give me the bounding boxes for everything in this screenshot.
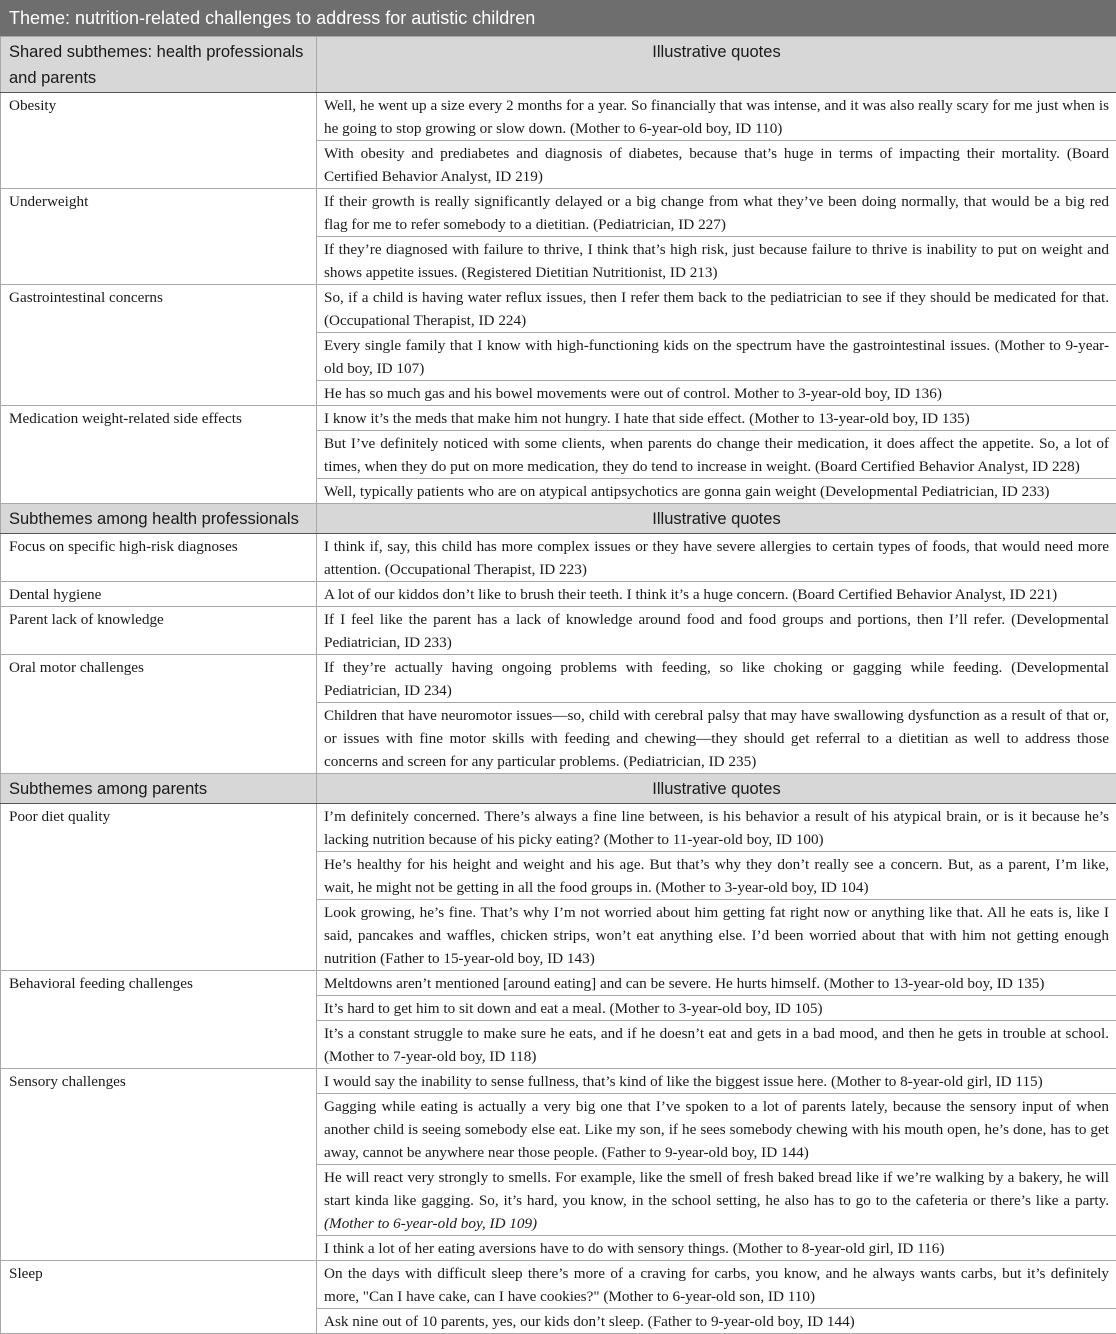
- quote-text: If they’re actually having ongoing problems with feeding, so like choking or gagging while feeding. (Developmental Pediatrician, ID 234): [324, 659, 1109, 699]
- quote-cell: [317, 1021, 1116, 1069]
- subtheme-label: Poor diet quality: [1, 804, 317, 971]
- quote-cell: [317, 431, 1116, 479]
- quote-cell: [317, 996, 1116, 1021]
- quote-text: I would say the inability to sense fullness, that’s kind of like the biggest issue here. (Mother to 8-year-old girl, ID 115): [324, 1073, 1043, 1090]
- quote-cell: [317, 479, 1116, 504]
- quote-text: If I feel like the parent has a lack of knowledge around food and food groups and portions, then I’ll refer. (Developmental Pediatrician, ID 233): [324, 611, 1109, 651]
- quote-text: But I’ve definitely noticed with some clients, when parents do change their medication, it does affect the appetite. So, a lot of times, when they do put on more medication, they do tend to increase in weight. (Board Certified Behavior Analyst, ID 228): [324, 435, 1109, 475]
- quote-cell: [317, 534, 1116, 582]
- subtheme-label: Behavioral feeding challenges: [1, 971, 317, 1069]
- quote-cell: [317, 93, 1116, 141]
- subtheme-label: Oral motor challenges: [1, 655, 317, 774]
- quote-cell: [317, 381, 1116, 406]
- section-heading: Subthemes among parents: [1, 774, 317, 804]
- section-heading: Subthemes among health professionals: [1, 504, 317, 534]
- quote-text: With obesity and prediabetes and diagnosis of diabetes, because that’s huge in terms of impacting their mortality. (Board Certified Behavior Analyst, ID 219): [324, 145, 1109, 185]
- quote-cell: [317, 852, 1116, 900]
- subtheme-label: Focus on specific high-risk diagnoses: [1, 534, 317, 582]
- quote-cell: [317, 406, 1116, 431]
- quote-text: He’s healthy for his height and weight and his age. But that’s why they don’t really see a concern. But, as a parent, I’m like, wait, he might not be getting in all the food groups in. (Mother to 3-year-old boy, ID 104): [324, 856, 1109, 896]
- quote-cell: [317, 1069, 1116, 1094]
- quote-text: I’m definitely concerned. There’s always a fine line between, is his behavior a result of his atypical brain, or is it because he’s lacking nutrition because of his picky eating? (Mother to 11-year-old boy, ID 100): [324, 808, 1109, 848]
- quotes-table: [0, 36, 1116, 1334]
- table-row: [1, 655, 1116, 703]
- quote-text: Ask nine out of 10 parents, yes, our kids don’t sleep. (Father to 9-year-old boy, ID 144): [324, 1313, 855, 1330]
- section-header: [1, 504, 1116, 534]
- quotes-column-heading: Illustrative quotes: [317, 37, 1116, 93]
- section-header: [1, 37, 1116, 93]
- quote-cell: [317, 1236, 1116, 1261]
- quote-cell: [317, 1165, 1116, 1236]
- table-row: [1, 1069, 1116, 1094]
- quote-text: It’s hard to get him to sit down and eat a meal. (Mother to 3-year-old boy, ID 105): [324, 1000, 823, 1017]
- subtheme-label: Dental hygiene: [1, 582, 317, 607]
- table-row: [1, 534, 1116, 582]
- quote-text: Look growing, he’s fine. That’s why I’m not worried about him getting fat right now or anything like that. All he eats is, like I said, pancakes and waffles, chicken strips, won’t eat anything else. I’d been worried about that with him not getting enough nutrition (Father to 15-year-old boy, ID 143): [324, 904, 1109, 967]
- subtheme-label: Sleep: [1, 1261, 317, 1334]
- quote-cell: [317, 1094, 1116, 1165]
- quote-text: On the days with difficult sleep there’s more of a craving for carbs, you know, and he always wants carbs, but it’s definitely more, "Can I have cake, can I have cookies?" (Mother to 6-year-old son, ID 110): [324, 1265, 1109, 1305]
- quotes-column-heading: Illustrative quotes: [317, 774, 1116, 804]
- quote-cell: [317, 333, 1116, 381]
- quote-text: Meltdowns aren’t mentioned [around eating] and can be severe. He hurts himself. (Mother to 13-year-old boy, ID 135): [324, 975, 1044, 992]
- section-heading: Shared subthemes: health professionals and parents: [1, 37, 317, 93]
- quote-text: I know it’s the meds that make him not hungry. I hate that side effect. (Mother to 13-year-old boy, ID 135): [324, 410, 970, 427]
- quote-text: If their growth is really significantly delayed or a big change from what they’ve been doing normally, that would be a big red flag for me to refer somebody to a dietitian. (Pediatrician, ID 227): [324, 193, 1109, 233]
- table-row: [1, 607, 1116, 655]
- table-row: [1, 189, 1116, 237]
- quote-text: Every single family that I know with high-functioning kids on the spectrum have the gastrointestinal issues. (Mother to 9-year-old boy, ID 107): [324, 337, 1109, 377]
- subtheme-label: Gastrointestinal concerns: [1, 285, 317, 406]
- quote-text: So, if a child is having water reflux issues, then I refer them back to the pediatrician to see if they should be medicated for that. (Occupational Therapist, ID 224): [324, 289, 1109, 329]
- quote-text: He will react very strongly to smells. For example, like the smell of fresh baked bread like if we’re walking by a bakery, he will start kinda like gagging. So, it’s hard, you know, in the school setting, he also has to go to the cafeteria or there’s like a party.: [324, 1169, 1109, 1209]
- quote-cell: [317, 582, 1116, 607]
- subtheme-label: Medication weight-related side effects: [1, 406, 317, 504]
- quote-cell: [317, 703, 1116, 774]
- quotes-column-heading: Illustrative quotes: [317, 504, 1116, 534]
- quote-cell: [317, 1309, 1116, 1334]
- table-row: [1, 971, 1116, 996]
- quote-cell: [317, 607, 1116, 655]
- table-row: [1, 93, 1116, 141]
- quote-text: A lot of our kiddos don’t like to brush their teeth. I think it’s a huge concern. (Board Certified Behavior Analyst, ID 221): [324, 586, 1057, 603]
- table-title: Theme: nutrition-related challenges to address for autistic children: [0, 0, 1116, 36]
- quote-text: Well, he went up a size every 2 months for a year. So financially that was intense, and it was also really scary for me just when is he going to stop growing or slow down. (Mother to 6-year-old boy, ID 110): [324, 97, 1109, 137]
- quote-cell: [317, 237, 1116, 285]
- quote-text: He has so much gas and his bowel movements were out of control. Mother to 3-year-old boy, ID 136): [324, 385, 942, 402]
- quote-cell: [317, 1261, 1116, 1309]
- quote-text: Well, typically patients who are on atypical antipsychotics are gonna gain weight (Developmental Pediatrician, ID 233): [324, 483, 1049, 500]
- quote-cell: [317, 189, 1116, 237]
- subtheme-label: Sensory challenges: [1, 1069, 317, 1261]
- quote-cell: [317, 804, 1116, 852]
- quote-cell: [317, 655, 1116, 703]
- quote-text: I think if, say, this child has more complex issues or they have severe allergies to certain types of foods, that would need more attention. (Occupational Therapist, ID 223): [324, 538, 1109, 578]
- table-row: [1, 804, 1116, 852]
- quote-cell: [317, 900, 1116, 971]
- quote-text: It’s a constant struggle to make sure he eats, and if he doesn’t eat and gets in a bad mood, and then he gets in trouble at school. (Mother to 7-year-old boy, ID 118): [324, 1025, 1109, 1065]
- subtheme-label: Parent lack of knowledge: [1, 607, 317, 655]
- table-row: [1, 285, 1116, 333]
- quote-cell: [317, 141, 1116, 189]
- subtheme-label: Obesity: [1, 93, 317, 189]
- quote-text: If they’re diagnosed with failure to thrive, I think that’s high risk, just because failure to thrive is inability to put on weight and shows appetite issues. (Registered Dietitian Nutritionist, ID 213): [324, 241, 1109, 281]
- quote-text: I think a lot of her eating aversions have to do with sensory things. (Mother to 8-year-old girl, ID 116): [324, 1240, 944, 1257]
- table-row: [1, 582, 1116, 607]
- subtheme-label: Underweight: [1, 189, 317, 285]
- table-row: [1, 406, 1116, 431]
- quote-attribution: (Mother to 6-year-old boy, ID 109): [324, 1215, 537, 1232]
- quote-cell: [317, 971, 1116, 996]
- quote-text: Children that have neuromotor issues—so, child with cerebral palsy that may have swallowing dysfunction as a result of that or, or issues with fine motor skills with feeding and chewing—they should get referral to a dietitian as well to address those concerns and screen for any particular problems. (Pediatrician, ID 235): [324, 707, 1109, 770]
- table-row: [1, 1261, 1116, 1309]
- quote-text: Gagging while eating is actually a very big one that I’ve spoken to a lot of parents lately, because the sensory input of when another child is seeing somebody else eat. Like my son, if he sees somebody chewing with his mouth open, he’s done, has to get away, cannot be anywhere near those people. (Father to 9-year-old boy, ID 144): [324, 1098, 1109, 1161]
- quote-cell: [317, 285, 1116, 333]
- section-header: [1, 774, 1116, 804]
